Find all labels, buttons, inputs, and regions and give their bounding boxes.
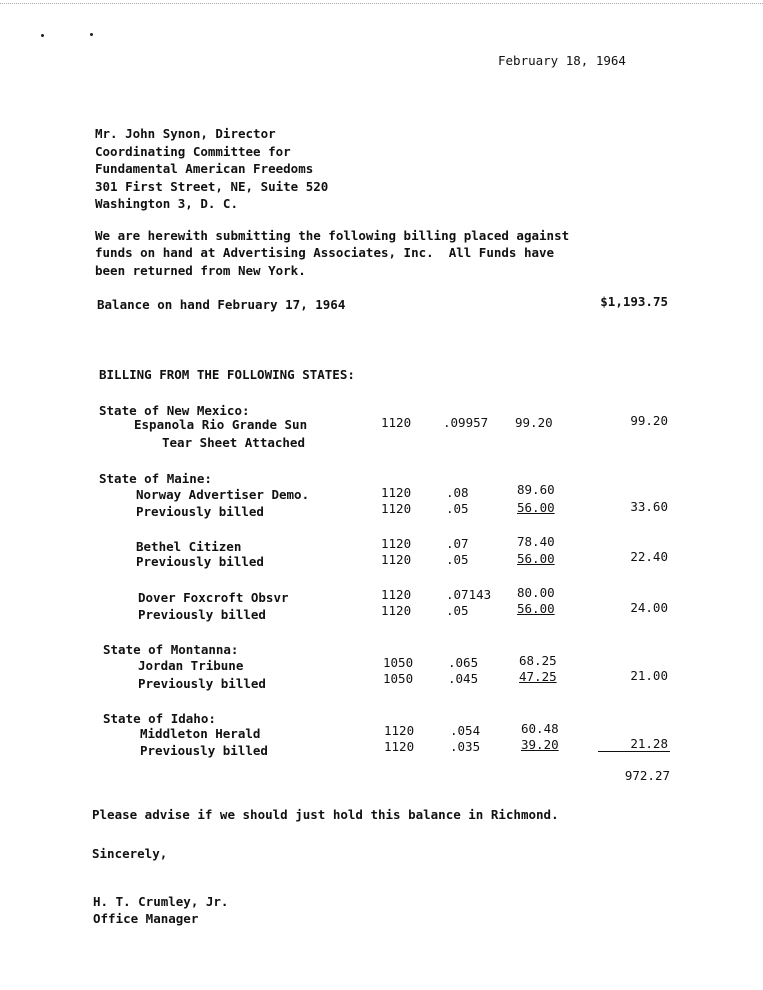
signer-name: H. T. Crumley, Jr. [93, 894, 229, 909]
state-name: State of Idaho: [103, 711, 216, 726]
paper-name: Bethel Citizen [136, 539, 242, 554]
paper-name: Middleton Herald [140, 726, 261, 741]
rate-value: .035 [450, 739, 481, 754]
amount-value: 78.40 [517, 534, 555, 549]
scan-speck [41, 34, 44, 37]
state-name: State of New Mexico: [99, 403, 250, 418]
lines-value: 1120 [384, 739, 415, 754]
rate-value: .065 [448, 655, 479, 670]
amount-value: 47.25 [519, 669, 557, 684]
previously-billed-label: Previously billed [136, 504, 264, 519]
lines-value: 1120 [384, 723, 415, 738]
net-total: 22.40 [630, 549, 668, 564]
amount-value: 56.00 [517, 601, 555, 616]
amount-value: 99.20 [515, 415, 553, 430]
address-line-2: Coordinating Committee for [95, 144, 291, 159]
previously-billed-label: Previously billed [138, 676, 266, 691]
rate-value: .07143 [446, 587, 492, 602]
page-top-border [0, 3, 763, 4]
net-total: 33.60 [630, 499, 668, 514]
previously-billed-label: Previously billed [136, 554, 264, 569]
rate-value: .054 [450, 723, 481, 738]
net-total: 24.00 [630, 600, 668, 615]
letter-date: February 18, 1964 [498, 53, 626, 68]
net-total: 21.00 [630, 668, 668, 683]
address-line-5: Washington 3, D. C. [95, 196, 238, 211]
state-name: State of Maine: [99, 471, 212, 486]
balance-label: Balance on hand February 17, 1964 [97, 297, 346, 312]
scan-speck [90, 33, 93, 36]
rate-value: .045 [448, 671, 479, 686]
lines-value: 1120 [381, 485, 412, 500]
sum-rule [598, 751, 670, 752]
state-name: State of Montanna: [103, 642, 239, 657]
intro-line-2: funds on hand at Advertising Associates, Inc. All Funds have [95, 245, 555, 260]
amount-value: 68.25 [519, 653, 557, 668]
lines-value: 1120 [381, 603, 412, 618]
lines-value: 1050 [383, 671, 414, 686]
intro-line-1: We are herewith submitting the following billing placed against [95, 228, 570, 243]
paper-name: Norway Advertiser Demo. [136, 487, 310, 502]
amount-value: 56.00 [517, 500, 555, 515]
lines-value: 1120 [381, 552, 412, 567]
paper-name: Dover Foxcroft Obsvr [138, 590, 289, 605]
paper-name: Espanola Rio Grande Sun [134, 417, 308, 432]
net-total: 99.20 [630, 413, 668, 428]
address-line-4: 301 First Street, NE, Suite 520 [95, 179, 329, 194]
amount-value: 60.48 [521, 721, 559, 736]
amount-value: 56.00 [517, 551, 555, 566]
billing-heading: BILLING FROM THE FOLLOWING STATES: [99, 367, 355, 382]
paper-name: Jordan Tribune [138, 658, 244, 673]
amount-value: 39.20 [521, 737, 559, 752]
closing-request: Please advise if we should just hold this balance in Richmond. [92, 807, 559, 822]
rate-value: .05 [446, 501, 469, 516]
rate-value: .09957 [443, 415, 489, 430]
address-line-3: Fundamental American Freedoms [95, 161, 314, 176]
lines-value: 1120 [381, 587, 412, 602]
balance-value: $1,193.75 [600, 294, 668, 309]
rate-value: .05 [446, 552, 469, 567]
amount-value: 80.00 [517, 585, 555, 600]
lines-value: 1120 [381, 415, 412, 430]
salutation: Sincerely, [92, 846, 168, 861]
previously-billed-label: Previously billed [138, 607, 266, 622]
address-line-1: Mr. John Synon, Director [95, 126, 276, 141]
grand-total: 972.27 [624, 768, 670, 783]
lines-value: 1120 [381, 501, 412, 516]
previously-billed-label: Previously billed [140, 743, 268, 758]
amount-value: 89.60 [517, 482, 555, 497]
lines-value: 1120 [381, 536, 412, 551]
net-total: 21.28 [630, 736, 668, 751]
rate-value: .05 [446, 603, 469, 618]
signer-title: Office Manager [93, 911, 199, 926]
rate-value: .08 [446, 485, 469, 500]
rate-value: .07 [446, 536, 469, 551]
tear-sheet-note: Tear Sheet Attached [162, 435, 305, 450]
lines-value: 1050 [383, 655, 414, 670]
intro-line-3: been returned from New York. [95, 263, 306, 278]
